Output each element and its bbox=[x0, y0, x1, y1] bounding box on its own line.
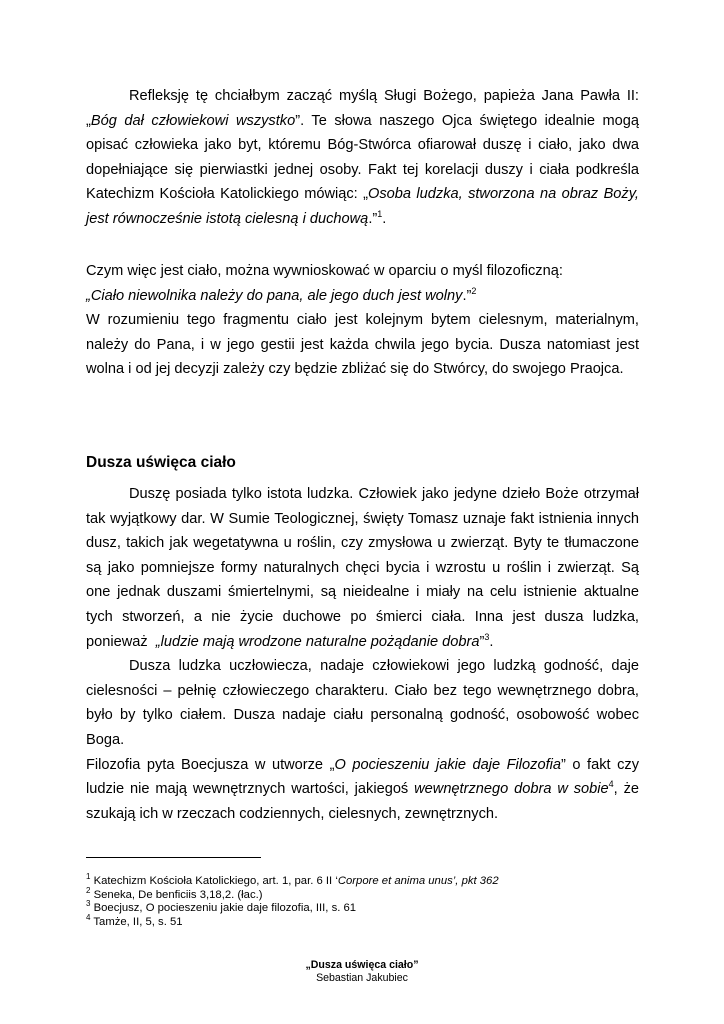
text-line: Refleksję tę chciałbym zacząć myślą Sługi Bożego, papieża Jana Pawła II: bbox=[129, 88, 639, 104]
footnote-ref: 2 bbox=[471, 285, 477, 296]
footnote: $^3$ Boecjusz, O pocieszeniu jakie daje filozofia, III, s. 61 bbox=[86, 899, 357, 915]
text-line: Filozofia pyta Boecjusza w utworze „O pocieszeniu jakie daje Filozofia” o fakt czy bbox=[86, 756, 639, 773]
text-line: cielesności – pełnię człowieczego charakteru. Ciało bez tego wewnętrznego dobra, bbox=[86, 682, 639, 699]
text-line: „Ciało niewolnika należy do pana, ale jego duch jest wolny.”$^2$ bbox=[86, 285, 477, 304]
text-line: dusz, takich jak wegetatywna u roślin, czy zmysłowa u zwierząt. Byty te tłumaczone bbox=[86, 535, 639, 552]
text-line: Dusza ludzka uczłowiecza, nadaje człowiekowi jego ludzką godność, daje bbox=[129, 658, 639, 675]
footnote-ref: 4 bbox=[608, 779, 614, 790]
text-line: opisać człowieka jako byt, któremu Bóg-Stwórca ofiarował duszę i ciało, jako dwa bbox=[86, 137, 639, 154]
text-line: one jednak duszami śmiertelnymi, są nieidealne i miały na celu istnienie aktualne bbox=[86, 584, 639, 601]
text-line: szukają ich w rzeczach codziennych, cielesnych, zewnętrznych. bbox=[86, 805, 499, 822]
soul-paragraphs bbox=[86, 482, 639, 826]
page-footer bbox=[0, 959, 724, 985]
footer-author: Sebastian Jakubiec bbox=[316, 972, 408, 984]
footnote: $^4$ Tamże, II, 5, s. 51 bbox=[86, 913, 183, 928]
intro-paragraph bbox=[86, 84, 639, 232]
seneca-paragraph bbox=[86, 259, 639, 382]
text-line: wolna i od jej decyzji zależy czy będzie zbliżać się do Stwórcy, do swojego Praojca. bbox=[86, 361, 624, 378]
text-line: Katechizm Kościoła Katolickiego mówiąc: „Osoba ludzka, stworzona na obraz Boży, bbox=[86, 186, 639, 203]
footnote-ref: 1 bbox=[377, 209, 383, 220]
text-line: Boga. bbox=[86, 731, 125, 748]
footnotes bbox=[86, 872, 646, 929]
text-line: jest równocześnie istotą cielesną i duchową.”$^1$. bbox=[86, 209, 387, 227]
footnote-ref: 3 bbox=[484, 631, 490, 642]
text-line: ponieważ „ludzie mają wrodzone naturalne pożądanie dobra”$^3$. bbox=[86, 631, 494, 650]
footer-title: „Dusza uświęca ciało” bbox=[305, 959, 419, 971]
text-line: Czym więc jest ciało, można wywnioskować w oparciu o myśl filozoficzną: bbox=[86, 263, 563, 279]
text-line: „Bóg dał człowiekowi wszystko”. Te słowa naszego Ojca świętego idealnie mogą bbox=[86, 112, 639, 129]
section-heading: Dusza uświęca ciało bbox=[86, 454, 236, 471]
text-line: Duszę posiada tylko istota ludzka. Człowiek jako jedyne dzieło Boże otrzymał bbox=[129, 486, 639, 502]
footnote-divider bbox=[86, 857, 261, 858]
text-line: należy do Pana, i w jego gestii jest każda chwila jego bycia. Dusza natomiast jest bbox=[86, 336, 639, 353]
text-line: tak wyjątkowy dar. W Sumie Teologicznej, święty Tomasz uznaje fakt istnienia innych bbox=[86, 510, 639, 527]
footnote: $^1$ Katechizm Kościoła Katolickiego, art. 1, par. 6 II ‘Corpore et anima unus’, pkt 362 bbox=[86, 872, 499, 887]
text-line: dopełniające się pierwiastki jednej osoby. Fakt tej korelacji duszy i ciała podkreśla bbox=[86, 161, 639, 178]
text-line: było by tylko ciałem. Dusza nadaje ciału personalną godność, osobowość wobec bbox=[86, 707, 639, 724]
footnote: $^2$ Seneka, De benficiis 3,18,2. (łac.) bbox=[86, 885, 263, 901]
text-line: tych stworzeń, a nie życie duchowe po śmierci ciała. Inna jest dusza ludzka, bbox=[86, 608, 639, 625]
text-line: ludzie nie mają wewnętrznych wartości, jakiegoś wewnętrznego dobra w sobie$^4$, że bbox=[86, 779, 640, 798]
text-line: są jako pomniejsze formy naturalnych chęci bycia i wzrostu u roślin i zwierząt. Są bbox=[86, 559, 639, 576]
text-line: W rozumieniu tego fragmentu ciało jest kolejnym bytem cielesnym, materialnym, bbox=[86, 312, 639, 329]
